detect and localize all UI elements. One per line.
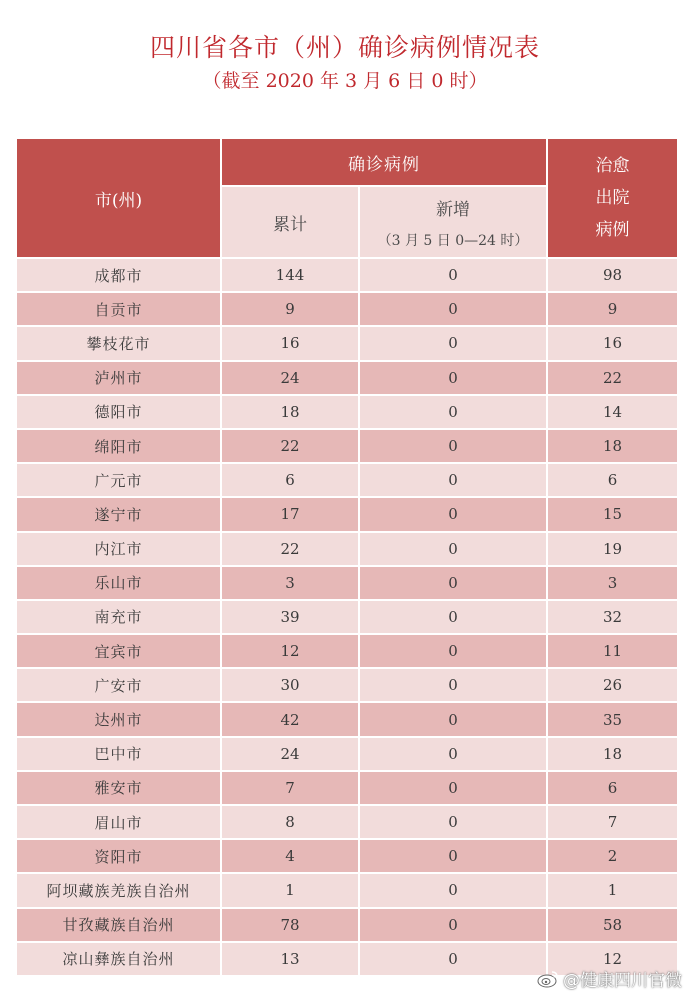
table-row (16, 600, 678, 634)
cell-cumulative: 9 (221, 292, 359, 326)
cell-city: 自贡市 (16, 292, 221, 326)
cell-cured: 9 (547, 292, 678, 326)
cell-cured: 7 (547, 805, 678, 839)
table-row (16, 771, 678, 805)
table-row (16, 258, 678, 292)
weibo-icon (537, 970, 559, 988)
table-row (16, 463, 678, 497)
table-row (16, 839, 678, 873)
cell-new: 0 (359, 326, 547, 360)
cell-new: 0 (359, 258, 547, 292)
cell-city: 甘孜藏族自治州 (16, 908, 221, 942)
cell-cumulative: 3 (221, 566, 359, 600)
cell-new: 0 (359, 600, 547, 634)
cell-new: 0 (359, 566, 547, 600)
cell-city: 乐山市 (16, 566, 221, 600)
cell-cumulative: 7 (221, 771, 359, 805)
cell-cumulative: 12 (221, 634, 359, 668)
header-new-note: （3 月 5 日 0—24 时） (377, 232, 529, 249)
cell-city: 遂宁市 (16, 497, 221, 531)
cell-cured: 15 (547, 497, 678, 531)
cell-cured: 11 (547, 634, 678, 668)
cell-cured: 14 (547, 395, 678, 429)
cell-cumulative: 22 (221, 532, 359, 566)
cell-new: 0 (359, 361, 547, 395)
cell-city: 德阳市 (16, 395, 221, 429)
cell-cured: 19 (547, 532, 678, 566)
cell-new: 0 (359, 292, 547, 326)
cell-city: 凉山彝族自治州 (16, 942, 221, 976)
table-row (16, 805, 678, 839)
cell-new: 0 (359, 702, 547, 736)
cell-cumulative: 42 (221, 702, 359, 736)
watermark (537, 966, 682, 991)
table-row (16, 668, 678, 702)
cell-new: 0 (359, 805, 547, 839)
cell-cured: 12 (547, 942, 678, 976)
cell-cumulative: 1 (221, 873, 359, 907)
header-city: 市(州) (16, 138, 221, 258)
cell-cured: 18 (547, 737, 678, 771)
table-row (16, 326, 678, 360)
table-row (16, 532, 678, 566)
cell-cured: 3 (547, 566, 678, 600)
cell-new: 0 (359, 908, 547, 942)
cell-cumulative: 6 (221, 463, 359, 497)
cell-new: 0 (359, 497, 547, 531)
cell-new: 0 (359, 839, 547, 873)
cell-cumulative: 13 (221, 942, 359, 976)
table-row (16, 566, 678, 600)
cell-city: 南充市 (16, 600, 221, 634)
cell-cumulative: 78 (221, 908, 359, 942)
table-body (16, 258, 678, 976)
cell-new: 0 (359, 873, 547, 907)
cell-cured: 6 (547, 463, 678, 497)
table-row (16, 292, 678, 326)
cell-city: 眉山市 (16, 805, 221, 839)
table-row (16, 702, 678, 736)
cell-cured: 98 (547, 258, 678, 292)
cell-city: 巴中市 (16, 737, 221, 771)
cell-cumulative: 22 (221, 429, 359, 463)
cell-cumulative: 17 (221, 497, 359, 531)
header-cured-line2: 出院 (595, 188, 630, 208)
page-subtitle: （截至 2020 年 3 月 6 日 0 时） (202, 70, 488, 92)
cell-city: 宜宾市 (16, 634, 221, 668)
table-row (16, 908, 678, 942)
cell-cured: 22 (547, 361, 678, 395)
cell-cumulative: 24 (221, 737, 359, 771)
header-new-label: 新增 (436, 199, 470, 220)
cell-new: 0 (359, 668, 547, 702)
table-row (16, 395, 678, 429)
header-cured-line3: 病例 (595, 220, 630, 240)
table-header (16, 138, 678, 258)
cell-cured: 18 (547, 429, 678, 463)
cell-cured: 26 (547, 668, 678, 702)
cell-cumulative: 18 (221, 395, 359, 429)
table-row (16, 737, 678, 771)
header-cumulative: 累计 (221, 186, 359, 258)
cell-cumulative: 8 (221, 805, 359, 839)
cell-city: 内江市 (16, 532, 221, 566)
cell-cumulative: 4 (221, 839, 359, 873)
cell-cured: 2 (547, 839, 678, 873)
cell-cumulative: 30 (221, 668, 359, 702)
cell-city: 成都市 (16, 258, 221, 292)
cell-new: 0 (359, 737, 547, 771)
cell-cured: 32 (547, 600, 678, 634)
table-row (16, 497, 678, 531)
cell-cured: 35 (547, 702, 678, 736)
header-cured-line1: 治愈 (595, 156, 630, 176)
table-row (16, 361, 678, 395)
cell-city: 绵阳市 (16, 429, 221, 463)
cell-city: 资阳市 (16, 839, 221, 873)
cell-new: 0 (359, 942, 547, 976)
cell-cumulative: 39 (221, 600, 359, 634)
cell-city: 广元市 (16, 463, 221, 497)
watermark-text: @健康四川官微 (563, 971, 682, 991)
cell-new: 0 (359, 634, 547, 668)
cell-cumulative: 24 (221, 361, 359, 395)
cell-cured: 16 (547, 326, 678, 360)
header-cured (547, 138, 678, 258)
cell-cured: 6 (547, 771, 678, 805)
cell-city: 广安市 (16, 668, 221, 702)
header-confirmed: 确诊病例 (221, 138, 547, 186)
table-row (16, 429, 678, 463)
cell-new: 0 (359, 429, 547, 463)
cell-new: 0 (359, 395, 547, 429)
cell-new: 0 (359, 532, 547, 566)
cell-new: 0 (359, 771, 547, 805)
cell-city: 阿坝藏族羌族自治州 (16, 873, 221, 907)
cell-cured: 1 (547, 873, 678, 907)
table-row (16, 873, 678, 907)
page-title: 四川省各市（州）确诊病例情况表 (149, 33, 540, 62)
cases-table (15, 137, 679, 977)
table-row (16, 634, 678, 668)
cell-cumulative: 144 (221, 258, 359, 292)
cell-new: 0 (359, 463, 547, 497)
cell-city: 攀枝花市 (16, 326, 221, 360)
cell-cumulative: 16 (221, 326, 359, 360)
header-new (359, 186, 547, 258)
cell-cured: 58 (547, 908, 678, 942)
cell-city: 雅安市 (16, 771, 221, 805)
cell-city: 达州市 (16, 702, 221, 736)
cell-city: 泸州市 (16, 361, 221, 395)
